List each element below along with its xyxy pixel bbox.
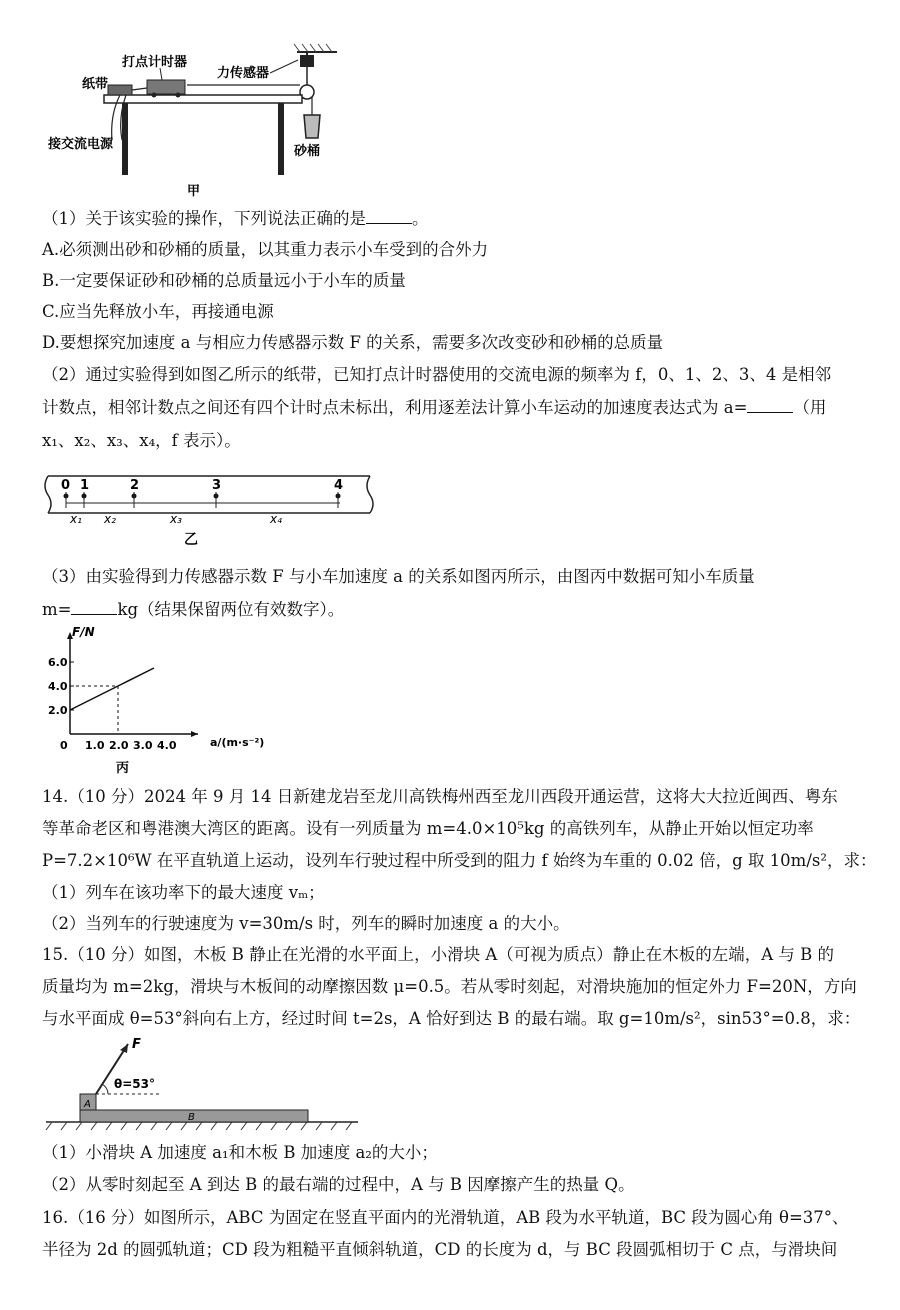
chart-x-tick-label: 0 [60,739,68,752]
figure-yi [42,468,382,550]
q13-option-d: D.要想探究加速度 a 与相应力传感器示数 F 的关系，需要多次改变砂和砂桶的总质量 [42,333,664,352]
q14-line1: 14.（10 分）2024 年 9 月 14 日新建龙岩至龙川高铁梅州西至龙川西段开通运营，这将大大拉近闽西、粤东 [42,787,838,806]
chart-x-tick-label: 4.0 [157,739,177,752]
q14-line5: （2）当列车的行驶速度为 v=30m/s 时，列车的瞬时加速度 a 的大小。 [42,914,570,933]
q13-part1-stem: （1）关于该实验的操作，下列说法正确的是 。 [42,209,429,228]
timer-label: 打点计时器 [122,55,188,70]
q13-part2-line3: x₁、x₂、x₃、x₄，f 表示）。 [42,431,241,450]
q16-line1: 16.（16 分）如图所示，ABC 为固定在竖直平面内的光滑轨道，AB 段为水平轨道，BC 段为圆心角 θ=37°、 [42,1208,849,1227]
q13-part3-line1: （3）由实验得到力传感器示数 F 与小车加速度 a 的关系如图丙所示，由图丙中数据可知小车质量 [42,567,755,586]
q15-line4: （1）小滑块 A 加速度 a₁和木板 B 加速度 a₂的大小； [42,1143,438,1162]
chart-x-tick-label: 1.0 [85,739,105,752]
q13-option-c: C.应当先释放小车，再接通电源 [42,302,274,321]
chart-y-tick-label: 4.0 [48,680,68,693]
q16-line2: 半径为 2d 的圆弧轨道；CD 段为粗糙平直倾斜轨道，CD 的长度为 d，与 BC 段圆弧相切于 C 点，与滑块间 [42,1240,838,1259]
q13-part2-line1: （2）通过实验得到如图乙所示的纸带，已知打点计时器使用的交流电源的频率为 f，0、1、2、3、4 是相邻 [42,365,832,384]
sensor-label: 力传感器 [217,66,270,81]
chart-xlabel: a/(m·s⁻²) [210,736,265,749]
tape-point-2: 2 [130,478,140,493]
power-label: 接交流电源 [48,137,114,152]
q13-part2-line2: 计数点，相邻计数点之间还有四个计时点未标出，利用逐差法计算小车运动的加速度表达式为 a= （用 [42,398,827,417]
q14-line4: （1）列车在该功率下的最大速度 vₘ； [42,883,325,902]
chart-x-tick-label: 3.0 [133,739,153,752]
tape-segment-x3: x₃ [170,512,182,526]
tape-point-1: 1 [80,478,90,493]
figure-caption-yi: 乙 [184,532,198,548]
board-b-label: B [188,1112,195,1123]
tape-segment-x2: x₂ [104,512,116,526]
figure-bing-chart [42,622,282,780]
answer-blank [747,398,793,413]
chart-y-tick-label: 2.0 [48,704,68,717]
tape-segment-x1: x₁ [70,512,82,526]
q13-part3-line2: m= kg（结果保留两位有效数字）。 [42,600,345,619]
q15-line2: 质量均为 m=2kg，滑块与木板间的动摩擦因数 μ=0.5。若从零时刻起，对滑块施加的恒定外力 F=20N，方向 [42,977,857,996]
q13-option-a: A.必须测出砂和砂桶的质量，以其重力表示小车受到的合外力 [42,240,489,259]
chart-series-line [70,668,154,710]
q15-line3: 与水平面成 θ=53°斜向右上方，经过时间 t=2s，A 恰好到达 B 的最右端。取 g=10m/s²，sin53°=0.8，求： [42,1009,861,1028]
chart-ylabel: F/N [72,625,95,639]
answer-blank [71,600,117,615]
chart-y-tick-label: 6.0 [48,656,68,669]
chart-x-tick-label: 2.0 [109,739,129,752]
bucket-label: 砂桶 [294,144,321,159]
q14-line2: 等革命老区和粤港澳大湾区的距离。设有一列质量为 m=4.0×10⁵kg 的高铁列车，从静止开始以恒定功率 [42,819,814,838]
force-label: F [132,1037,141,1052]
figure-caption-jia: 甲 [187,184,201,199]
q15-line1: 15.（10 分）如图，木板 B 静止在光滑的水平面上，小滑块 A（可视为质点）静止在木板的左端，A 与 B 的 [42,945,835,964]
chart-title: 丙 [116,761,130,776]
tape-point-4: 4 [334,478,344,493]
tape-point-0: 0 [61,478,71,493]
chart-x-arrow [191,731,198,737]
figure-jia [42,40,342,200]
answer-blank [366,209,412,224]
tape-point-3: 3 [212,478,222,493]
angle-label: θ=53° [114,1077,155,1091]
block-a-label: A [84,1099,91,1110]
tape-segment-x4: x₄ [270,512,282,526]
figure-q15 [42,1036,362,1134]
q14-line3: P=7.2×10⁶W 在平直轨道上运动，设列车行驶过程中所受到的阻力 f 始终为车重的 0.02 倍，g 取 10m/s²，求： [42,851,877,870]
q13-option-b: B.一定要保证砂和砂桶的总质量远小于小车的质量 [42,271,406,290]
tape-label: 纸带 [82,77,109,92]
q15-line5: （2）从零时刻起至 A 到达 B 的最右端的过程中，A 与 B 因摩擦产生的热量 Q。 [42,1175,635,1194]
